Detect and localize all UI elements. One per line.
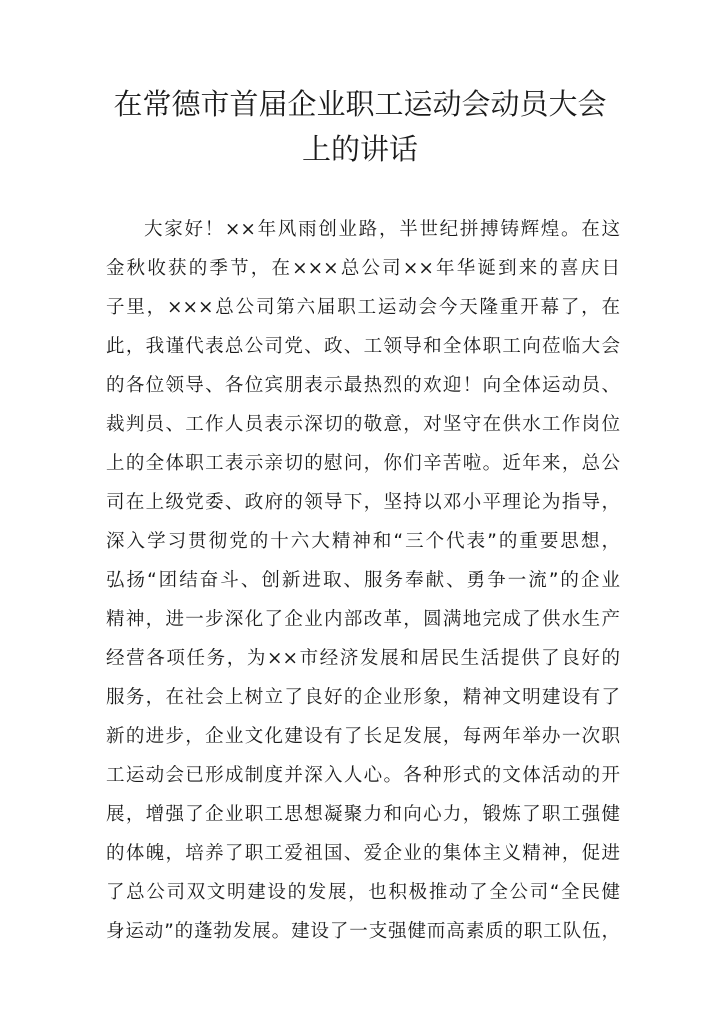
body-line: 精神，进一步深化了企业内部改革，圆满地完成了供水生产 [106,609,620,630]
body-line: 了总公司双文明建设的发展，也积极推动了全公司“全民健 [106,882,620,903]
body-line: 此，我谨代表总公司党、政、工领导和全体职工向莅临大会 [106,336,620,357]
body-line: 经营各项任务，为××市经济发展和居民生活提供了良好的 [106,648,620,669]
body-line: 裁判员、工作人员表示深切的敬意，对坚守在供水工作岗位 [106,414,620,435]
body-line: 弘扬“团结奋斗、创新进取、服务奉献、勇争一流”的企业 [106,570,620,591]
speech-body [106,210,620,951]
body-line: 子里，×××总公司第六届职工运动会今天隆重开幕了，在 [106,297,620,318]
document-title [100,82,620,172]
title-line: 上的讲话 [301,132,418,166]
body-line: 的体魄，培养了职工爱祖国、爱企业的集体主义精神，促进 [106,843,620,864]
body-line: 新的进步，企业文化建设有了长足发展，每两年举办一次职 [106,726,620,747]
body-line: 金秋收获的季节，在×××总公司××年华诞到来的喜庆日 [106,258,620,279]
body-line: 司在上级党委、政府的领导下，坚持以邓小平理论为指导， [106,492,620,513]
body-line: 大家好！××年风雨创业路，半世纪拼搏铸辉煌。在这 [144,219,620,240]
body-line: 深入学习贯彻党的十六大精神和“三个代表”的重要思想， [106,531,620,552]
body-line: 身运动”的蓬勃发展。建设了一支强健而高素质的职工队伍， [106,921,620,942]
body-line: 上的全体职工表示亲切的慰问，你们辛苦啦。近年来，总公 [106,453,620,474]
body-line: 的各位领导、各位宾朋表示最热烈的欢迎！向全体运动员、 [106,375,620,396]
body-line: 服务，在社会上树立了良好的企业形象，精神文明建设有了 [106,687,620,708]
body-line: 工运动会已形成制度并深入人心。各种形式的文体活动的开 [106,765,620,786]
body-line: 展，增强了企业职工思想凝聚力和向心力，锻炼了职工强健 [106,804,620,825]
title-line: 在常德市首届企业职工运动会动员大会 [113,87,607,121]
